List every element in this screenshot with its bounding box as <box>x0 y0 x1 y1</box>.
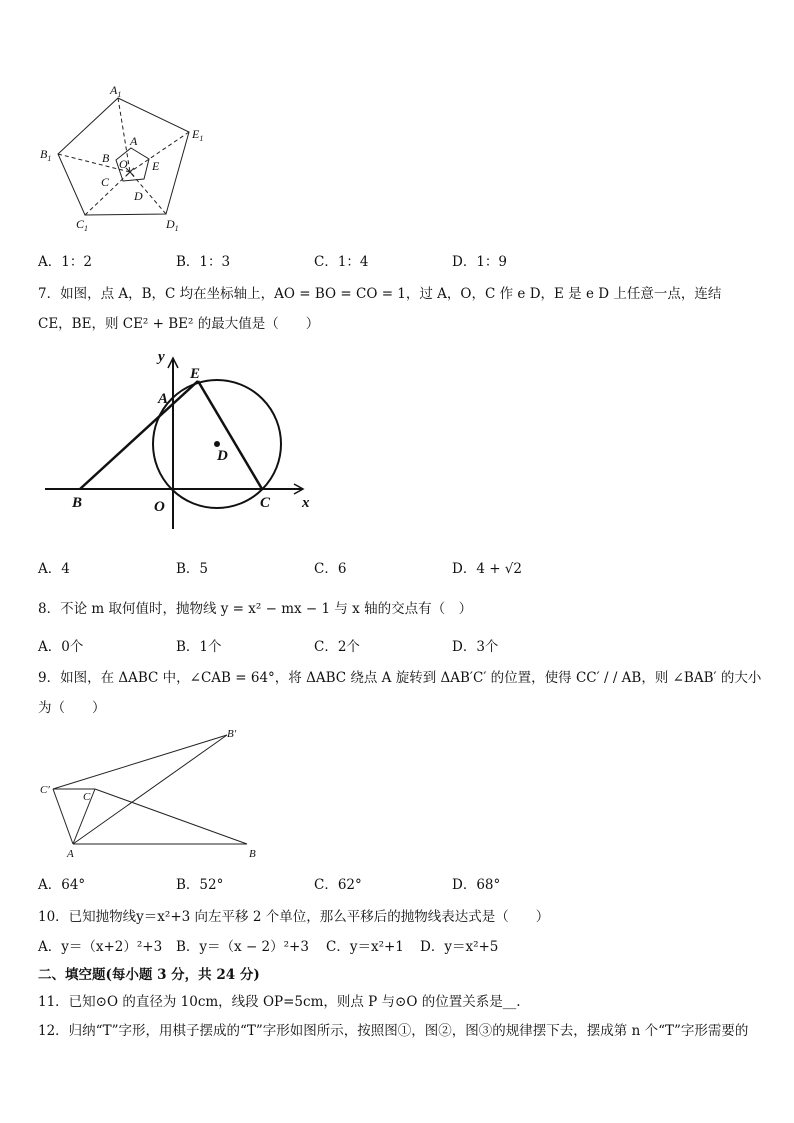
rotation-triangle-figure <box>35 725 275 865</box>
q8-text: 8．不论 m 取何值时，抛物线 y = x² − mx − 1 与 x 轴的交点有（ ） <box>38 601 473 617</box>
q10-text: 10．已知抛物线y＝x²+3 向左平移 2 个单位，那么平移后的抛物线表达式是（ ） <box>38 909 550 925</box>
q12-text: 12．归纳“T”字形，用棋子摆成的“T”字形如图所示，按照图①，图②，图③的规律摆下去，摆成第 n 个“T”字形需要的 <box>38 1023 749 1039</box>
q9-option-b: B．52° <box>176 877 224 893</box>
label-B: B <box>102 151 110 165</box>
q11-text: 11．已知⊙O 的直径为 10cm，线段 OP=5cm，则点 P 与⊙O 的位置关系是__. <box>38 994 521 1010</box>
label-C: C <box>101 175 110 189</box>
q7-option-a: A．4 <box>38 561 70 577</box>
q8-option-b: B．1个 <box>176 639 222 655</box>
q10-option-d: D．y＝x²+5 <box>420 939 499 955</box>
label-C-prime: C′ <box>40 784 50 796</box>
label-C: C <box>83 791 91 803</box>
q8-option-c: C．2个 <box>314 639 360 655</box>
label-C: C <box>260 495 271 511</box>
q9-option-a: A．64° <box>38 877 86 893</box>
q7-option-c: C．6 <box>314 561 347 577</box>
label-A: A <box>67 848 74 860</box>
label-D: D <box>217 448 228 464</box>
q6-option-d: D．1：9 <box>452 254 508 270</box>
q10-option-c: C．y＝x²+1 <box>326 939 404 955</box>
label-E1: $E_1$ <box>192 127 204 143</box>
q10-option-a: A．y＝（x+2）²+3 <box>38 939 163 955</box>
q9-text-line1: 9．如图，在 ΔABC 中，∠CAB = 64°，将 ΔABC 绕点 A 旋转到 ΔAB′C′ 的位置，使得 CC′ / / AB，则 ∠BAB′ 的大小 <box>38 670 762 686</box>
label-E: E <box>190 366 201 382</box>
label-O: O <box>119 157 128 171</box>
axis-x-label: x <box>302 495 310 511</box>
label-B1: $B_1$ <box>40 147 52 163</box>
axis-y-label: y <box>158 349 165 365</box>
label-D1: $D_1$ <box>166 217 179 233</box>
section-heading-fill-in: 二、填空题(每小题 3 分，共 24 分) <box>38 967 260 983</box>
label-B: B <box>249 848 256 860</box>
label-A: A <box>130 134 138 148</box>
circle-coordinate-figure <box>40 345 320 535</box>
q9-option-c: C．62° <box>314 877 362 893</box>
q8-option-a: A．0个 <box>38 639 84 655</box>
label-O: O <box>154 499 165 515</box>
q8-option-d: D．3个 <box>452 639 499 655</box>
q7-text-line2: CE，BE，则 CE² + BE² 的最大值是（ ） <box>38 316 320 332</box>
q9-option-d: D．68° <box>452 877 501 893</box>
q7-option-b: B．5 <box>176 561 209 577</box>
q6-option-c: C．1：4 <box>314 254 369 270</box>
pentagon-figure <box>30 78 220 238</box>
q10-option-b: B．y＝（x − 2）²+3 <box>176 939 309 955</box>
label-B-prime: B′ <box>227 728 237 740</box>
q7-option-d: D．4 + √2 <box>452 561 522 577</box>
q7-text-line1: 7．如图，点 A，B，C 均在坐标轴上，AO = BO = CO = 1，过 A，O，C 作 e D，E 是 e D 上任意一点，连结 <box>38 286 722 302</box>
q6-option-a: A．1：2 <box>38 254 92 270</box>
label-A1: $A_1$ <box>110 83 122 99</box>
q6-option-b: B．1：3 <box>176 254 231 270</box>
label-D: D <box>134 189 143 203</box>
label-A: A <box>158 391 169 407</box>
label-C1: $C_1$ <box>76 217 89 233</box>
q9-text-line2: 为（ ） <box>38 700 106 716</box>
label-E: E <box>152 159 160 173</box>
label-B: B <box>72 495 83 511</box>
